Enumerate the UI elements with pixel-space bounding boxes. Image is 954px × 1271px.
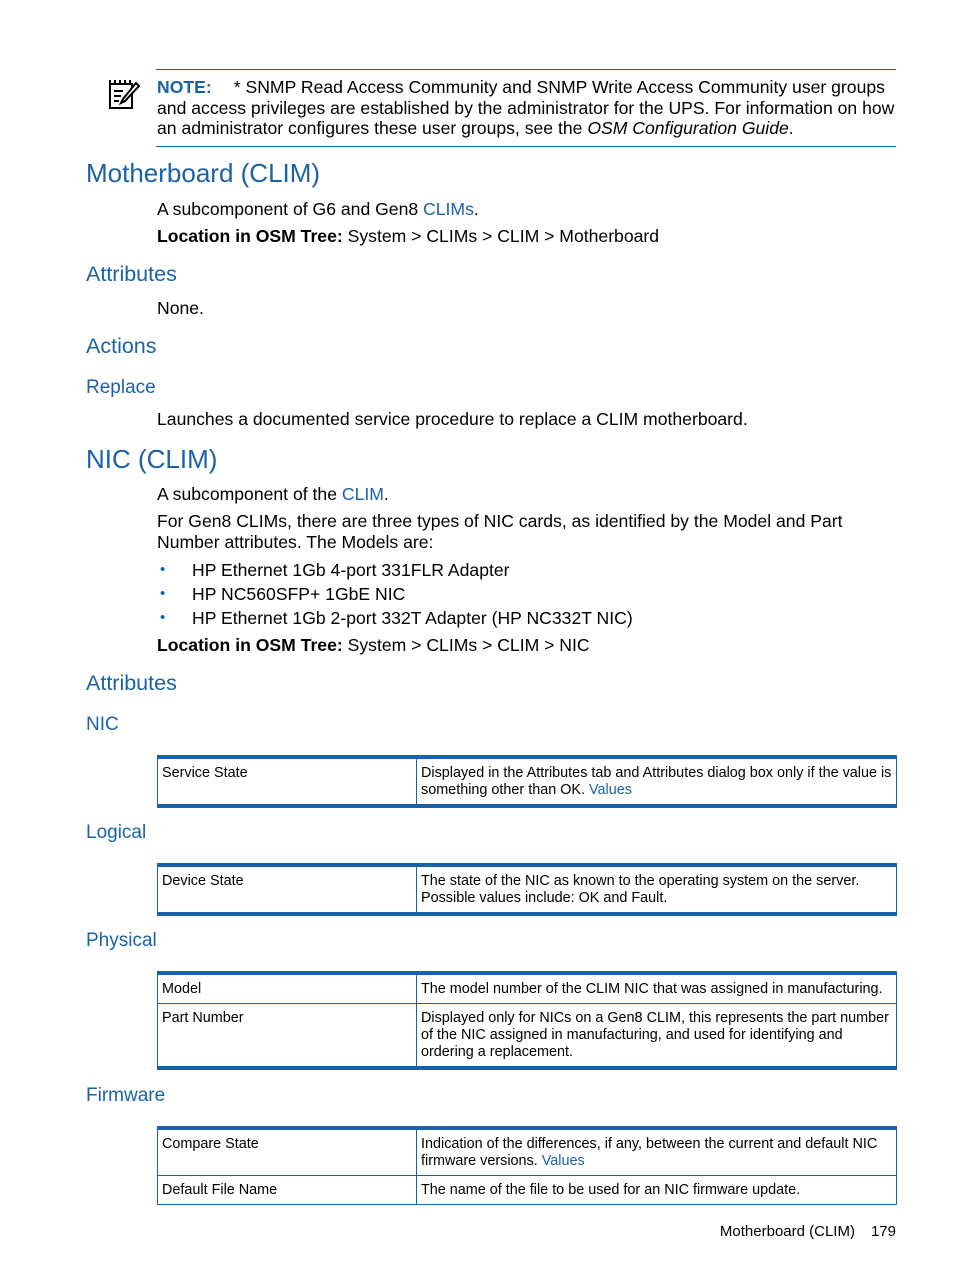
nic-para: For Gen8 CLIMs, there are three types of NIC cards, as identified by the Model and Part Number attributes. The Models are: [157,511,843,552]
note-period: . [788,118,794,138]
motherboard-title: Motherboard (CLIM) [86,158,321,188]
clim-link[interactable]: CLIM [341,484,384,504]
motherboard-desc [157,199,479,220]
note-label: NOTE: [157,77,212,97]
attribute-desc: The name of the file to be used for an NIC firmware update. [417,1176,897,1205]
note-guide-title: OSM Configuration Guide [587,118,789,138]
attribute-desc [417,1128,897,1176]
attribute-name: Part Number [158,1004,417,1069]
physical-attributes-table [157,971,897,1070]
motherboard-attributes-heading: Attributes [86,262,177,286]
nic-attributes-table [157,755,897,808]
firmware-heading: Firmware [86,1085,166,1106]
motherboard-attributes-text: None. [157,298,204,318]
nic-title: NIC (CLIM) [86,444,218,474]
replace-heading: Replace [86,377,156,398]
nic-location-value: System > CLIMs > CLIM > NIC [342,635,590,655]
page-footer [720,1223,896,1240]
note-pencil-icon [108,78,140,110]
attribute-name: Compare State [158,1128,417,1176]
attribute-desc-text: Indication of the differences, if any, between the current and default NIC firmware versions. [421,1136,878,1169]
table-row [158,1176,897,1205]
clims-link[interactable]: CLIMs [423,199,474,219]
bullet-icon: • [160,585,166,602]
table-row [158,1128,897,1176]
attribute-name: Device State [158,865,417,914]
logical-heading: Logical [86,822,147,843]
attribute-desc: The model number of the CLIM NIC that was assigned in manufacturing. [417,973,897,1004]
footer-section: Motherboard (CLIM) [719,1223,855,1240]
motherboard-desc-end: . [473,199,479,219]
nic-desc-end: . [383,484,389,504]
table-row [158,973,897,1004]
page-number: 179 [870,1223,896,1240]
table-row [158,865,897,914]
attribute-desc [417,757,897,806]
bullet-icon: • [160,609,166,626]
motherboard-location-label: Location in OSM Tree: [157,226,343,246]
values-link[interactable]: Values [589,782,632,798]
note-text [157,77,897,139]
actions-heading: Actions [86,334,157,358]
attribute-desc-text: Displayed in the Attributes tab and Attributes dialog box only if the value is something other than OK. [421,765,892,798]
nic-attributes-heading: Attributes [86,671,177,695]
table-row [158,757,897,806]
attribute-name: Default File Name [158,1176,417,1205]
model-item: HP Ethernet 1Gb 2-port 332T Adapter (HP NC332T NIC) [192,608,633,628]
table-row [158,1004,897,1069]
attribute-desc: Displayed only for NICs on a Gen8 CLIM, this represents the part number of the NIC assigned in manufacturing, and used for identifying and ordering a replacement. [417,1004,897,1069]
motherboard-location [157,226,659,247]
bullet-icon: • [160,561,166,578]
values-link[interactable]: Values [541,1153,585,1169]
replace-text: Launches a documented service procedure to replace a CLIM motherboard. [157,409,748,429]
logical-attributes-table [157,863,897,916]
nic-location-label: Location in OSM Tree: [157,635,343,655]
model-item: HP Ethernet 1Gb 4-port 331FLR Adapter [192,560,510,580]
firmware-attributes-table [157,1126,897,1205]
note-body: * SNMP Read Access Community and SNMP Write Access Community user groups and access privileges are established by the administrator for the UPS. For information on how an administrator configures these user groups, see the [157,77,895,138]
attribute-name: Model [158,973,417,1004]
motherboard-desc-text: A subcomponent of G6 and Gen8 [157,199,424,219]
attribute-desc: The state of the NIC as known to the operating system on the server. Possible values include: OK and Fault. [417,865,897,914]
attribute-name: Service State [158,757,417,806]
nic-desc [157,484,389,505]
nic-heading: NIC [86,714,119,735]
physical-heading: Physical [86,930,157,951]
nic-location [157,635,590,656]
motherboard-location-value: System > CLIMs > CLIM > Motherboard [342,226,660,246]
nic-desc-text: A subcomponent of the [157,484,342,504]
model-item: HP NC560SFP+ 1GbE NIC [192,584,406,604]
